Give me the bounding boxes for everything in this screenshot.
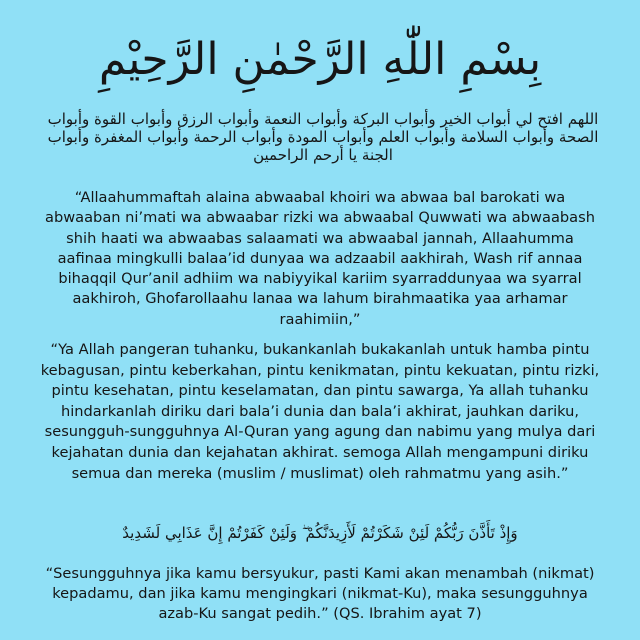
arabic-prayer-text: اللهم افتح لي أبواب الخير وأبواب البركة وأبواب النعمة وأبواب الرزق وأبواب القوة وأبواب الصحة وأبواب السلامة وأبواب العلم وأبواب المودة وأبواب الرحمة وأبواب المغفرة وأبواب الجنة يا أرحم الراحمين	[47, 110, 599, 164]
basmalah-heading: بِسْمِ اللّٰهِ الرَّحْمٰنِ الرَّحِيْمِ	[98, 34, 542, 85]
translation-text: “Ya Allah pangeran tuhanku, bukankanlah bukakanlah untuk hamba pintu kebagusan, pintu keberkahan, pintu kenikmatan, pintu kekuatan, pintu rizki, pintu kesehatan, pintu keselamatan, dan pintu sawarga, Ya allah tuhanku hindarkanlah diriku dari bala’i dunia dan bala’i akhirat, jauhkan dariku, sesungguh-sungguhnya Al-Quran yang agung dan nabimu yang mulya dari kejahatan dunia dan kejahatan akhirat. semoga Allah mengampuni diriku semua dan mereka (muslim / muslimat) oleh rahmatmu yang asih.”	[40, 341, 600, 482]
verse-translation-text: “Sesungguhnya jika kamu bersyukur, pasti Kami akan menambah (nikmat) kepadamu, dan jika kamu mengingkari (nikmat-Ku), maka sesungguhnya azab-Ku sangat pedih.” (QS. Ibrahim ayat 7)	[45, 565, 595, 622]
arabic-verse-text: وَإِذْ تَأَذَّنَ رَبُّكُمْ لَئِنْ شَكَرْتُمْ لَأَزِيدَنَّكُمْ ۖ وَلَئِنْ كَفَرْتُمْ إِنَّ عَذَابِي لَشَدِيدٌ	[122, 524, 518, 542]
transliteration-text: “Allaahummaftah alaina abwaabal khoiri wa abwaa bal barokati wa abwaaban ni’mati wa abwaabar rizki wa abwaabal Quwwati wa abwaabash shih haati wa abwaabas salaamati wa abwaabal jannah, Allaahumma aafinaa mingkulli balaa’id dunyaa wa adzaabil aakhirah, Wash rif annaa bihaqqil Qur’anil adhiim wa nabiyyikal kariim syarraddunyaa wa syarral aakhiroh, Ghofarollaahu lanaa wa lahum birahmaatika yaa arhamar raahimiin,”	[45, 189, 595, 328]
